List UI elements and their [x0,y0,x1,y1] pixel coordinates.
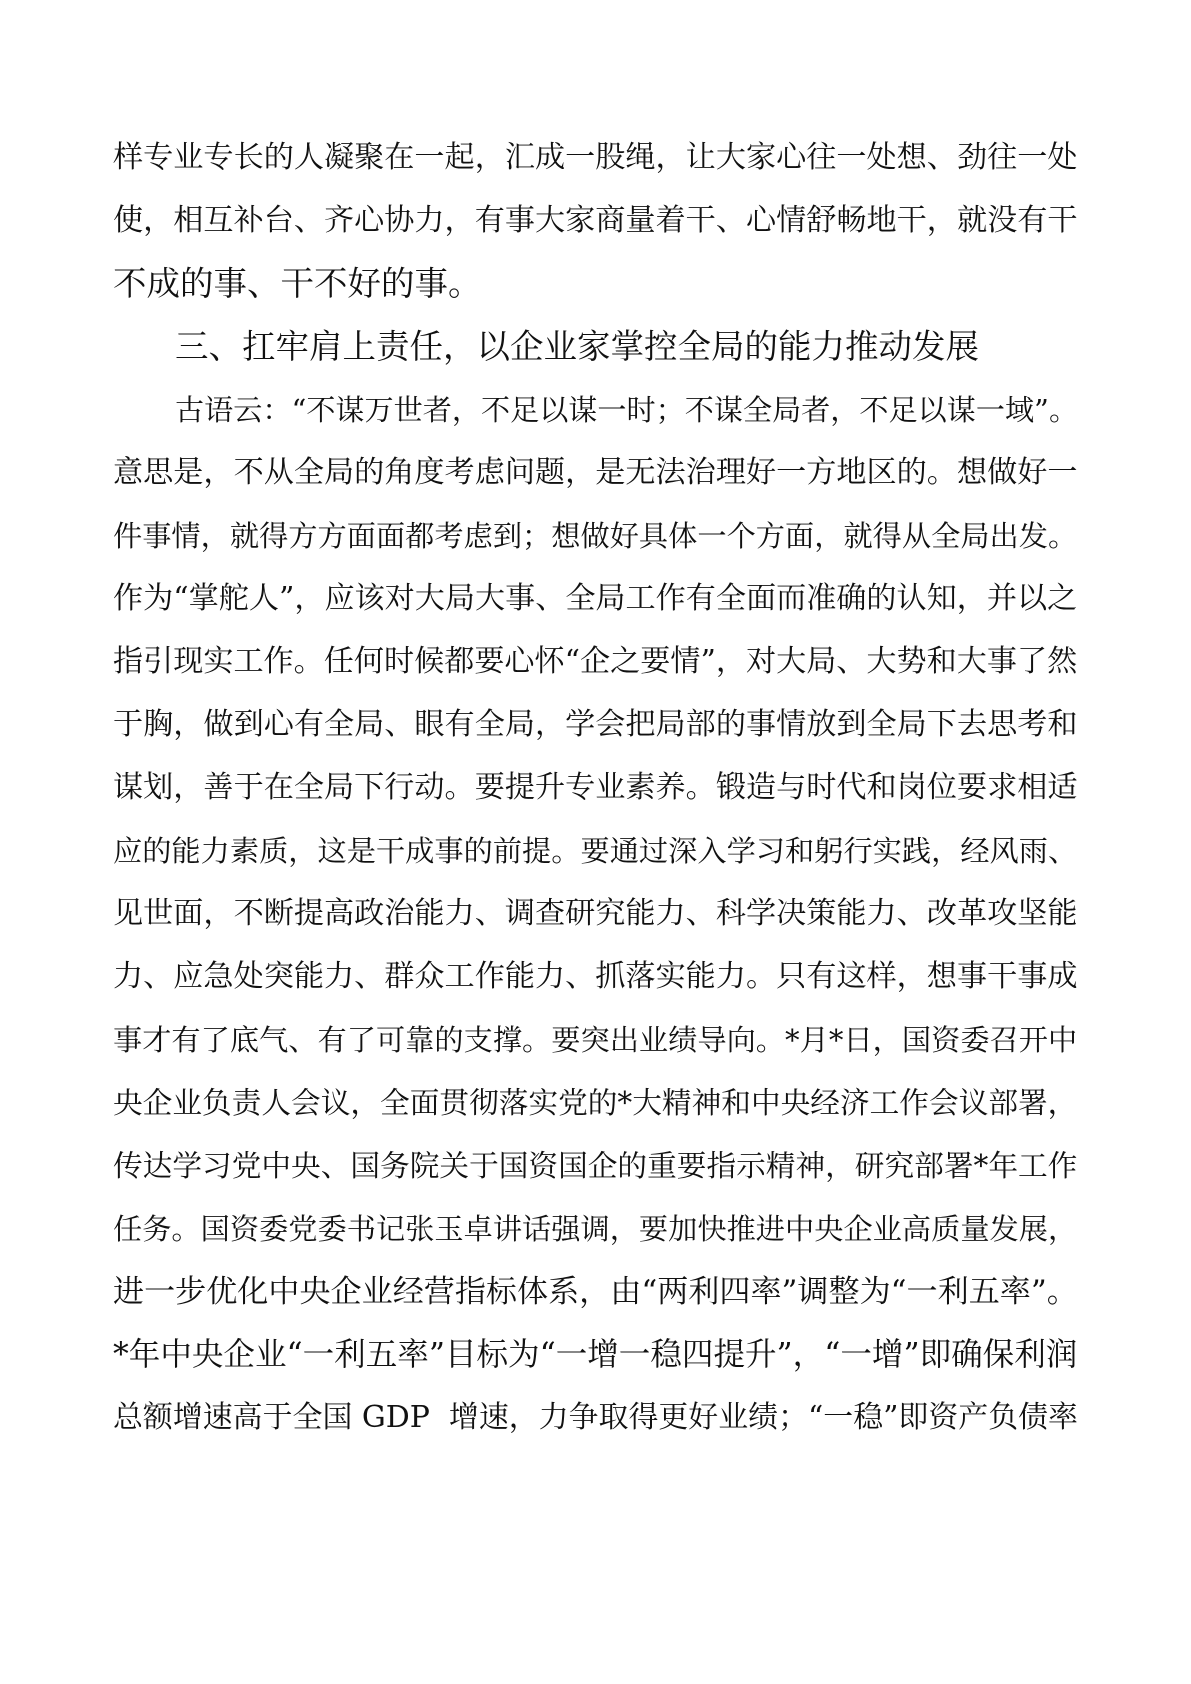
section-heading: 三、扛牢肩上责任，以企业家掌控全局的能力推动发展 [175,327,979,366]
text-line: 力、应急处突能力、群众工作能力、抓落实能力。只有这样，想事干事成 [113,959,1078,994]
text-line: 使，相互补台、齐心协力，有事大家商量着干、心情舒畅地干，就没有干 [113,203,1078,238]
text-line: 样专业专长的人凝聚在一起，汇成一股绳，让大家心往一处想、劲往一处 [113,140,1078,175]
text-line: 任务。国资委党委书记张玉卓讲话强调，要加快推进中央企业高质量发展， [113,1212,1078,1246]
text-line: 传达学习党中央、国务院关于国资国企的重要指示精神，研究部署*年工作 [113,1148,1078,1183]
text-line: 不成的事、干不好的事。 [113,264,482,303]
text-line: 件事情，就得方方面面都考虑到；想做好具体一个方面，就得从全局出发。 [113,519,1078,553]
text-line: 意思是，不从全局的角度考虑问题，是无法治理好一方地区的。想做好一 [113,455,1078,490]
text-line: 于胸，做到心有全局、眼有全局，学会把局部的事情放到全局下去思考和 [113,707,1078,742]
text-line: 古语云：“不谋万世者，不足以谋一时；不谋全局者，不足以谋一域”。 [175,393,1079,427]
text-line: 央企业负责人会议，全面贯彻落实党的*大精神和中央经济工作会议部署， [113,1085,1078,1120]
text-line: 事才有了底气、有了可靠的支撑。要突出业绩导向。*月*日，国资委召开中 [113,1023,1078,1057]
text-line: 指引现实工作。任何时候都要心怀“企之要情”，对大局、大势和大事了然 [113,644,1078,679]
text-line: *年中央企业“一利五率”目标为“一增一稳四提升”，“一增”即确保利润 [113,1337,1078,1373]
text-line: 作为“掌舵人”，应该对大局大事、全局工作有全面而准确的认知，并以之 [113,581,1078,616]
text-line: 总额增速高于全国 GDP 增速，力争取得更好业绩；“一稳”即资产负债率 [113,1400,1078,1435]
text-line: 进一步优化中央企业经营指标体系，由“两利四率”调整为“一利五率”。 [113,1274,1078,1310]
text-line: 应的能力素质，这是干成事的前提。要通过深入学习和躬行实践，经风雨、 [113,834,1078,868]
text-line: 见世面，不断提高政治能力、调查研究能力、科学决策能力、改革攻坚能 [113,896,1078,931]
text-line: 谋划，善于在全局下行动。要提升专业素养。锻造与时代和岗位要求相适 [113,770,1078,805]
